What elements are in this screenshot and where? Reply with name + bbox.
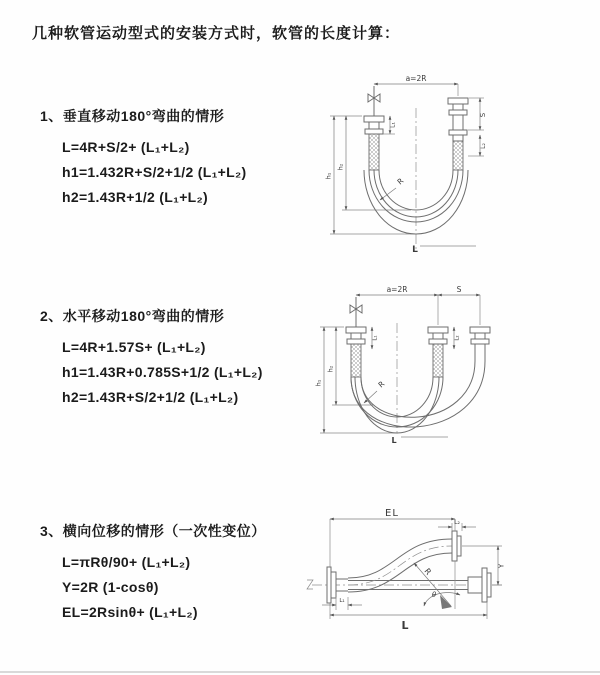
document-title: 几种软管运动型式的安装方式时，软管的长度计算： bbox=[32, 25, 401, 42]
dim-label-r: R bbox=[395, 176, 406, 187]
radius-callout bbox=[380, 176, 405, 200]
upper-flange-fitting-displaced bbox=[452, 531, 461, 561]
scan-artifact-line bbox=[0, 671, 600, 673]
section-1-heading: 1、垂直移动180°弯曲的情形 bbox=[40, 108, 225, 124]
radius-callout bbox=[364, 379, 386, 403]
dim-label-l2: L₂ bbox=[454, 335, 461, 341]
dim-label-r: R bbox=[376, 379, 387, 390]
radius-callout bbox=[414, 563, 451, 606]
valve-icon bbox=[368, 86, 380, 116]
diagram-lateral-displacement bbox=[300, 505, 600, 655]
dimension-l-bottom bbox=[412, 245, 476, 255]
formula-effective-length-el: EL=2Rsinθ+ (L₁+L₂) bbox=[62, 604, 198, 620]
dim-label-l2: L₂ bbox=[480, 143, 487, 149]
formula-height-h1: h1=1.43R+0.785S+1/2 (L₁+L₂) bbox=[62, 364, 263, 380]
formula-length-l: L=4R+1.57S+ (L₁+L₂) bbox=[62, 339, 206, 355]
dim-label-span: a=2R bbox=[386, 285, 408, 294]
dimension-l-bottom bbox=[330, 602, 487, 632]
dim-label-span: a=2R bbox=[405, 74, 427, 83]
dim-label-theta: θ bbox=[431, 591, 437, 599]
dimension-l2 bbox=[468, 135, 487, 156]
right-flange-fitting-raised bbox=[448, 98, 468, 130]
valve-icon bbox=[350, 297, 362, 327]
dimension-span-a2r bbox=[356, 285, 438, 325]
centerline-mark-icon bbox=[307, 580, 313, 589]
formula-offset-y: Y=2R (1-cosθ) bbox=[62, 579, 159, 595]
braided-hose-section bbox=[433, 344, 443, 377]
dim-label-h1: h₁ bbox=[324, 172, 333, 180]
dimension-l2 bbox=[454, 327, 461, 349]
dim-label-s: S bbox=[479, 112, 487, 118]
right-flange-fitting-lower bbox=[449, 130, 467, 170]
hose-u-bend bbox=[351, 361, 485, 433]
dim-label-h2: h₂ bbox=[336, 163, 345, 171]
formula-height-h1: h1=1.432R+S/2+1/2 (L₁+L₂) bbox=[62, 164, 247, 180]
dim-label-r: R bbox=[422, 566, 433, 577]
diagram-horizontal-180-bend bbox=[308, 283, 508, 461]
dim-label-h2: h₂ bbox=[326, 365, 335, 373]
dimension-l2 bbox=[438, 519, 476, 531]
formula-length-l: L=4R+S/2+ (L₁+L₂) bbox=[62, 139, 190, 155]
braided-hose-section bbox=[351, 344, 361, 377]
dim-label-l1: L₁ bbox=[372, 335, 379, 341]
dim-label-l: L bbox=[391, 436, 397, 445]
dim-label-l1: L₁ bbox=[339, 598, 345, 604]
dimension-s bbox=[438, 285, 480, 325]
left-flange-fitting bbox=[346, 327, 366, 377]
dim-label-h1: h₁ bbox=[314, 379, 323, 387]
dimension-l-bottom bbox=[391, 436, 448, 445]
formula-length-l: L=πRθ/90+ (L₁+L₂) bbox=[62, 554, 191, 570]
braided-hose-section bbox=[369, 134, 379, 170]
dim-label-y: Y bbox=[497, 563, 506, 569]
dim-label-el: EL bbox=[385, 508, 399, 519]
right-flange-fitting-original bbox=[468, 568, 491, 602]
diagram-vertical-180-bend bbox=[316, 72, 496, 260]
section-3-heading: 3、横向位移的情形（一次性变位） bbox=[40, 523, 266, 539]
dim-label-l: L bbox=[412, 245, 418, 255]
section-2-heading: 2、水平移动180°弯曲的情形 bbox=[40, 308, 225, 324]
dimension-el bbox=[330, 508, 455, 567]
dim-label-l1: L₁ bbox=[389, 122, 397, 128]
middle-flange-fitting bbox=[428, 327, 448, 377]
hose-displaced-s-curve bbox=[348, 539, 452, 592]
section-lateral-displacement bbox=[40, 521, 310, 625]
section-vertical-movement bbox=[40, 106, 310, 210]
section-horizontal-movement bbox=[40, 306, 310, 410]
formula-height-h2: h2=1.43R+1/2 (L₁+L₂) bbox=[62, 189, 209, 205]
dim-label-s: S bbox=[456, 285, 462, 294]
left-flange-fitting bbox=[364, 116, 384, 170]
formula-height-h2: h2=1.43R+S/2+1/2 (L₁+L₂) bbox=[62, 389, 239, 405]
dimension-s bbox=[468, 98, 487, 130]
dimension-span-a2r bbox=[374, 74, 458, 96]
right-flange-fitting-shifted bbox=[470, 327, 490, 361]
dim-label-l: L bbox=[401, 619, 409, 632]
dimension-l1 bbox=[372, 327, 379, 349]
braided-hose-section bbox=[453, 141, 463, 170]
dimension-l1 bbox=[383, 116, 397, 134]
dim-label-l2: L₂ bbox=[454, 519, 460, 526]
